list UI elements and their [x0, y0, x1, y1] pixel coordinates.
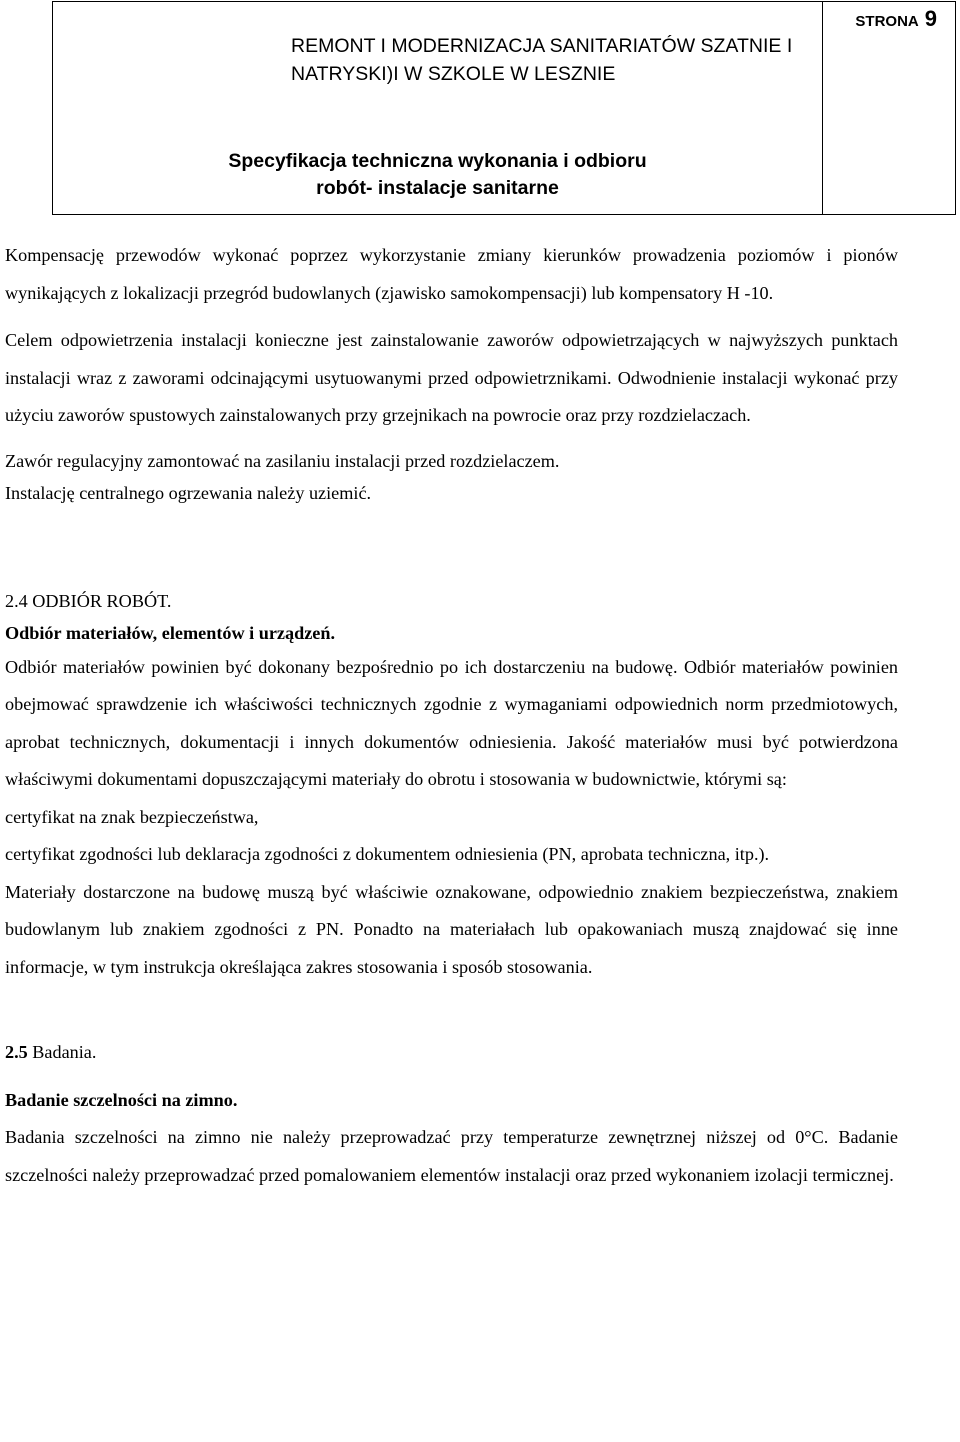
paragraph-certyfikat-bezpieczenstwa: certyfikat na znak bezpieczeństwa, [5, 806, 259, 827]
document-body [5, 237, 898, 1194]
paragraph-oznakowanie: Materiały dostarczone na budowę muszą być właściwie oznakowane, odpowiednio znakiem bezpieczeństwa, znakiem budowlanym lub znakiem zgodności z PN. Ponadto na materiałach lub opakowaniach muszą znajdować się inne informacje, w tym instrukcja określająca zakres stosowania i sposób stosowania. [5, 881, 898, 977]
paragraph-uziemienie: Instalację centralnego ogrzewania należy uziemić. [5, 482, 372, 503]
paragraph-certyfikat-zgodnosci: certyfikat zgodności lub deklaracja zgodności z dokumentem odniesienia (PN, aprobata techniczna, itp.). [5, 844, 770, 864]
page-header [52, 1, 956, 215]
project-title: REMONT I MODERNIZACJA SANITARIATÓW SZATNIE I NATRYSKI)I W SZKOLE W LESZNIE [291, 35, 793, 85]
header-title-cell [53, 2, 823, 214]
page-number [855, 6, 937, 32]
specification-title: Specyfikacja techniczna wykonania i odbioru robót- instalacje sanitarne [228, 150, 647, 199]
paragraph-zawor: Zawór regulacyjny zamontować na zasilaniu instalacji przed rozdzielaczem. [5, 450, 560, 471]
section-2-5-heading [5, 1034, 898, 1072]
page-number-value: 9 [924, 6, 937, 31]
section-2-4-subheading: Odbiór materiałów, elementów i urządzeń. [5, 622, 336, 643]
section-2-5-subheading: Badanie szczelności na zimno. [5, 1089, 238, 1110]
section-2-5-number: 2.5 [5, 1042, 28, 1062]
paragraph-odbior: Odbiór materiałów powinien być dokonany bezpośrednio po ich dostarczeniu na budowę. Odbiór materiałów powinien obejmować sprawdzenie ich właściwości technicznych zgodnie z wymaganiami odpowiednich norm przedmiotowych, aprobat technicznych, dokumentacji i innych dokumentów odniesienia. Jakość materiałów musi być potwierdzona właściwymi dokumentami dopuszczającymi materiały do obrotu i stosowania w budownictwie, którymi są: [5, 656, 898, 789]
paragraph-odpowietrzenie: Celem odpowietrzenia instalacji konieczne jest zainstalowanie zaworów odpowietrzających w najwyższych punktach instalacji wraz z zaworami odcinającymi usytuowanymi przed odpowietrznikami. Odwodnienie instalacji wykonać przy użyciu zaworów spustowych zainstalowanych przy grzejnikach na powrocie oraz przy rozdzielaczach. [5, 330, 898, 425]
header-page-cell [823, 2, 955, 214]
section-2-5-title: Badania. [27, 1042, 97, 1062]
section-2-4-heading: 2.4 ODBIÓR ROBÓT. [5, 590, 172, 611]
paragraph-kompensacja: Kompensację przewodów wykonać poprzez wykorzystanie zmiany kierunków prowadzenia poziomów i pionów wynikających z lokalizacji przegród budowlanych (zjawisko samokompensacji) lub kompensatory H -10. [5, 245, 898, 303]
paragraph-badanie: Badania szczelności na zimno nie należy przeprowadzać przy temperaturze zewnętrznej niższej od 0°C. Badanie szczelności należy przeprowadzać przed pomalowaniem elementów instalacji oraz przed wykonaniem izolacji termicznej. [5, 1127, 898, 1185]
page-label: STRONA [855, 13, 919, 30]
